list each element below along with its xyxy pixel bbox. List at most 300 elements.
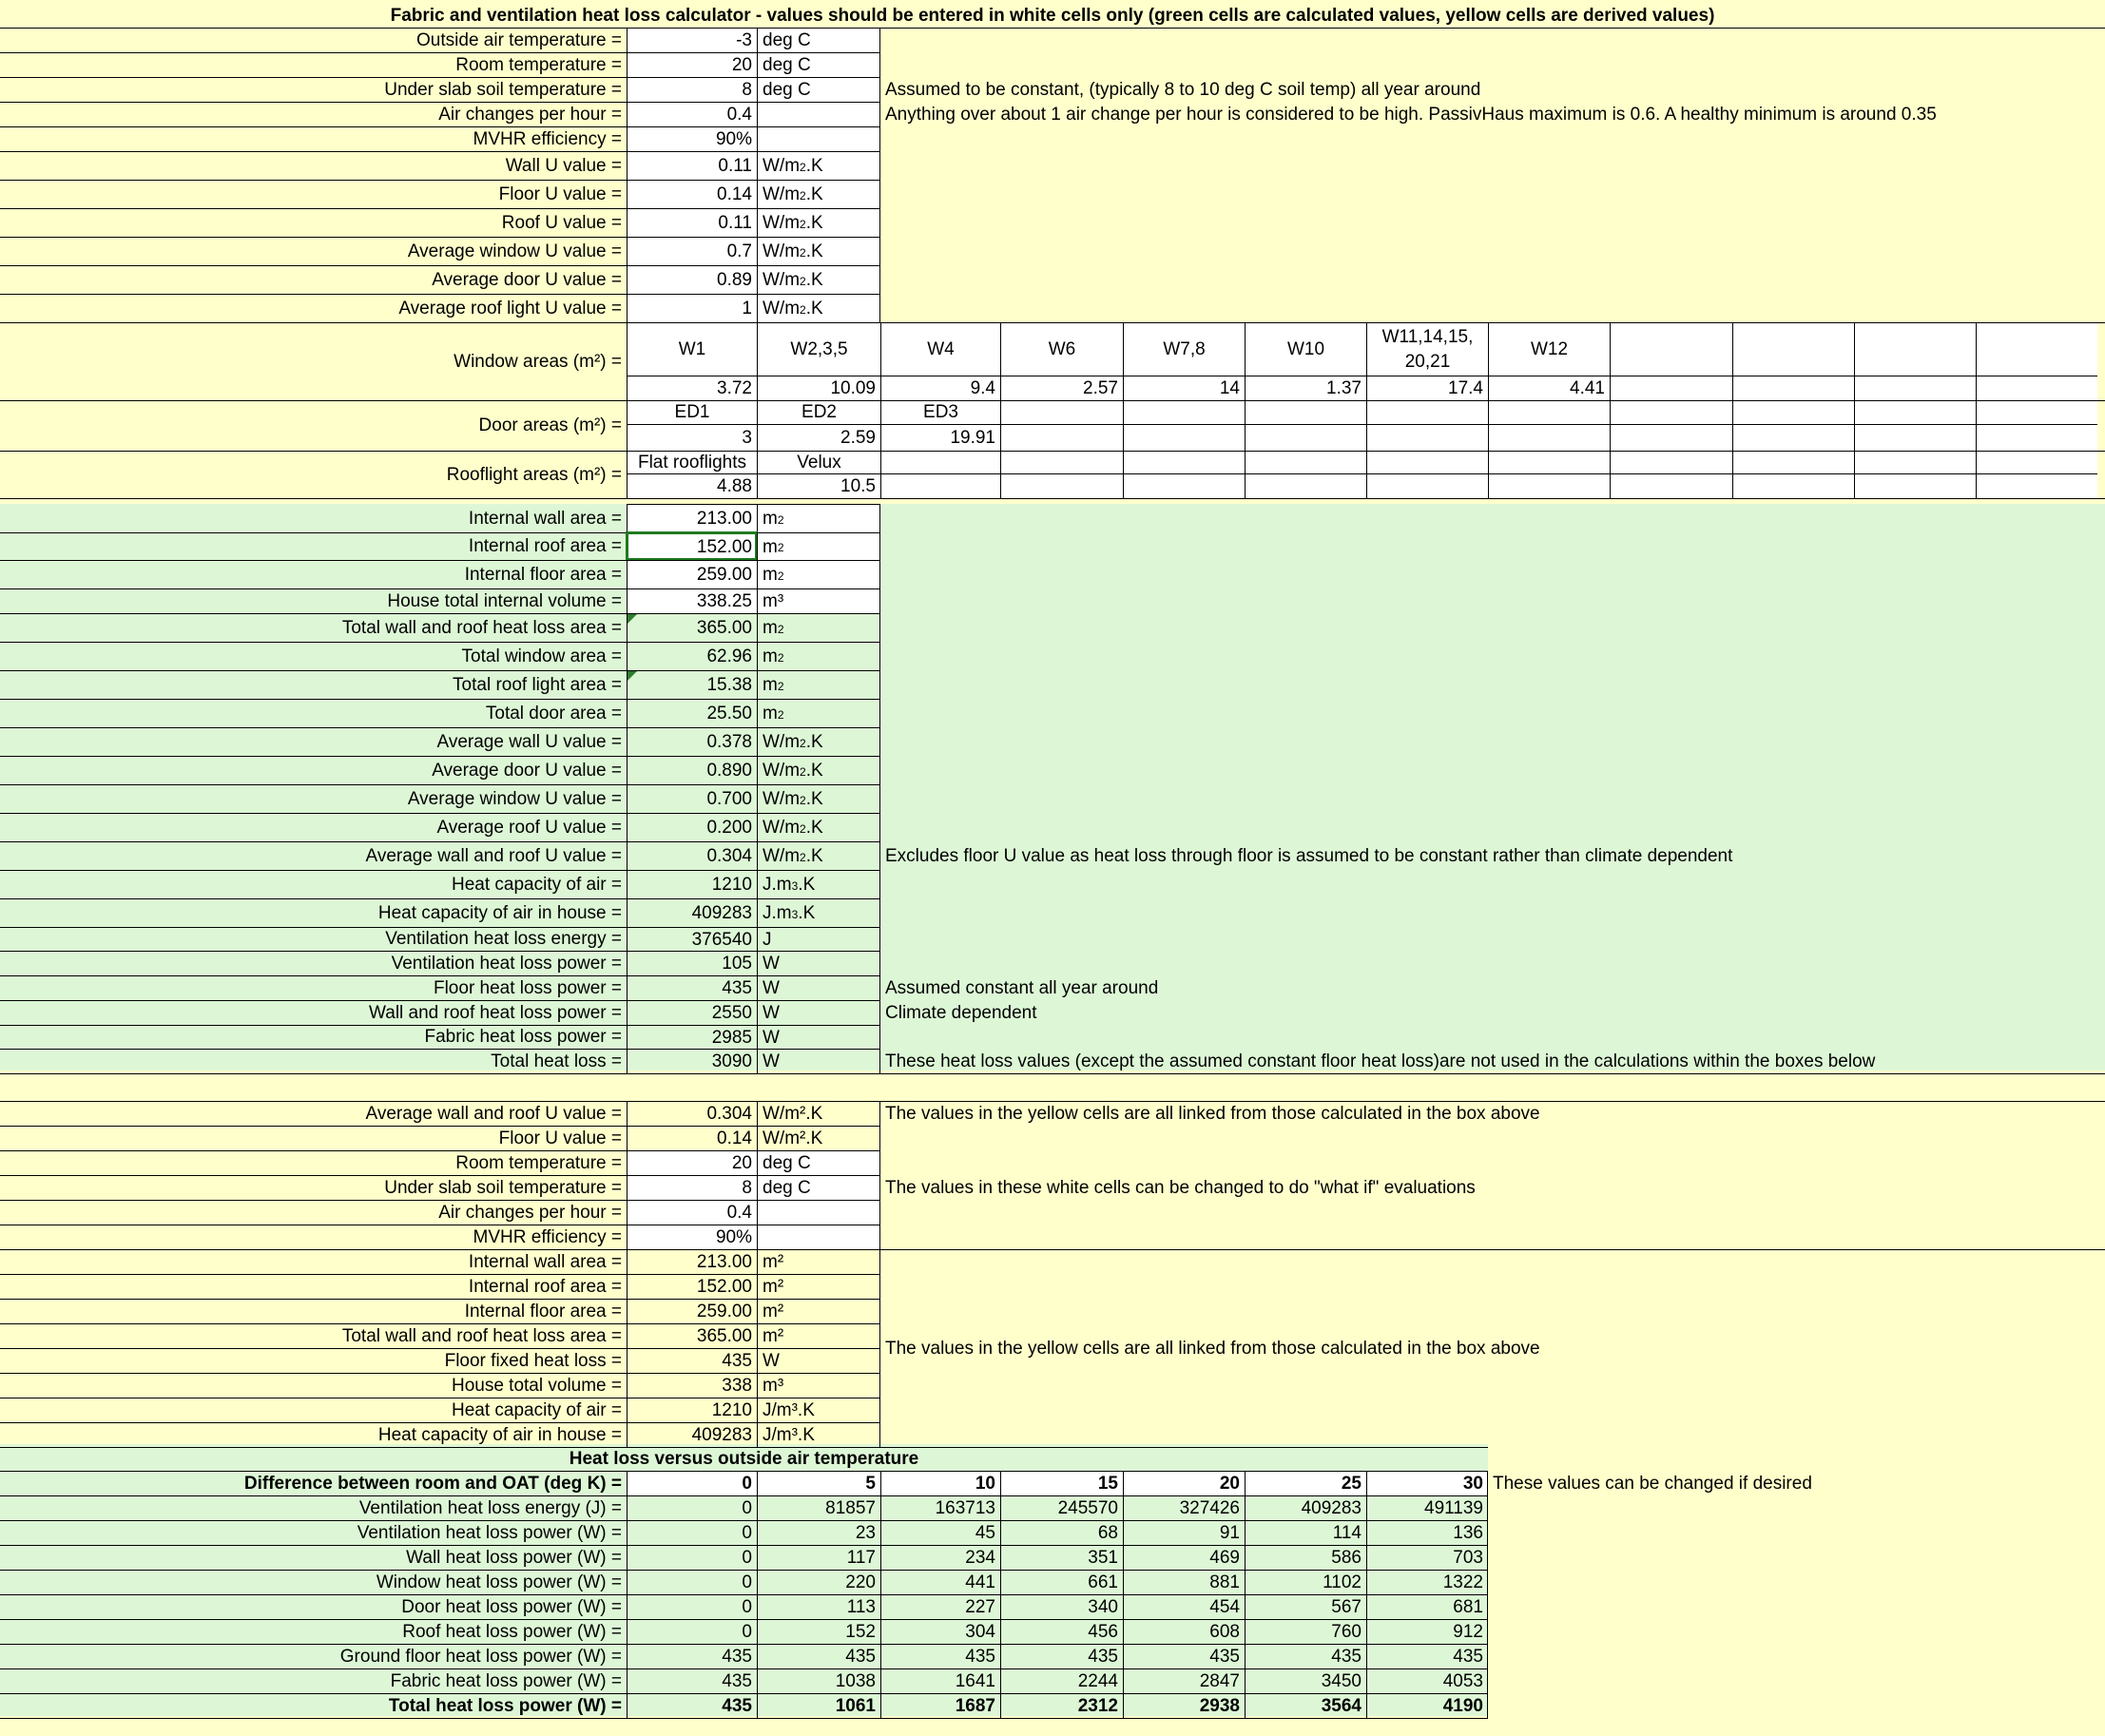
input-label bbox=[0, 102, 627, 126]
doors-name-cell[interactable] bbox=[757, 400, 880, 424]
empty-cell[interactable] bbox=[1000, 424, 1123, 451]
windows-value-cell[interactable] bbox=[1123, 376, 1245, 400]
cell-text: deg C bbox=[763, 55, 811, 75]
table-header-cell[interactable] bbox=[1123, 1471, 1245, 1495]
cell-text: W12 bbox=[1530, 338, 1569, 359]
cell-text: House total internal volume = bbox=[387, 590, 622, 611]
cell-text: MVHR efficiency = bbox=[473, 128, 622, 149]
windows-value-cell[interactable] bbox=[757, 376, 880, 400]
input-unit bbox=[757, 52, 880, 77]
cell-text: 4053 bbox=[1442, 1671, 1483, 1691]
cell-text: Average roof U value = bbox=[436, 817, 622, 838]
empty-cell[interactable] bbox=[1610, 424, 1732, 451]
whatif-value[interactable] bbox=[627, 1150, 757, 1175]
calc-unit: m $^2$ bbox=[757, 670, 880, 699]
cell-text: Fabric heat loss power = bbox=[424, 1027, 622, 1047]
cell-text: 327426 bbox=[1179, 1498, 1240, 1518]
calc-value bbox=[627, 756, 757, 784]
calc-note bbox=[880, 1000, 2097, 1025]
cell-text: W bbox=[763, 1351, 780, 1371]
calc-unit bbox=[757, 951, 880, 975]
table-row-cell bbox=[1366, 1545, 1488, 1570]
empty-cell[interactable] bbox=[1610, 451, 1732, 473]
cell-text: 435 bbox=[722, 1647, 752, 1667]
calc-value bbox=[627, 642, 757, 670]
empty-cell[interactable] bbox=[1366, 451, 1488, 473]
cell-text: 20 bbox=[1219, 1474, 1240, 1494]
empty-cell[interactable] bbox=[880, 451, 1000, 473]
empty-cell[interactable] bbox=[1732, 322, 1854, 376]
cell-text: 0 bbox=[742, 1597, 752, 1617]
empty-cell[interactable] bbox=[1732, 451, 1854, 473]
empty-cell[interactable] bbox=[1610, 473, 1732, 498]
empty-cell[interactable] bbox=[1245, 400, 1366, 424]
empty-cell[interactable] bbox=[1000, 400, 1123, 424]
windows-name-cell[interactable] bbox=[1488, 322, 1610, 376]
input-unit: W/m $^2$ .K bbox=[757, 237, 880, 265]
empty-cell[interactable] bbox=[1488, 400, 1610, 424]
whatif-value bbox=[627, 1299, 757, 1323]
unit-tail: .K bbox=[805, 299, 823, 318]
calc-unit bbox=[757, 975, 880, 1000]
cell-text: ED3 bbox=[923, 402, 958, 423]
cell-text: 227 bbox=[965, 1597, 995, 1617]
cell-text: Wall and roof heat loss power = bbox=[369, 1002, 622, 1023]
cell-text: 4190 bbox=[1442, 1696, 1483, 1716]
table-header-label bbox=[0, 1471, 627, 1495]
whatif-label bbox=[0, 1175, 627, 1200]
table-row-cell bbox=[880, 1619, 1000, 1644]
cell-text: 435 bbox=[965, 1647, 995, 1667]
cell-text: 0.14 bbox=[717, 1128, 752, 1148]
windows-name-cell[interactable] bbox=[627, 322, 757, 376]
table-header-cell[interactable] bbox=[1000, 1471, 1123, 1495]
cell-text: W bbox=[763, 1027, 780, 1048]
cell-text: 0.304 bbox=[706, 1104, 752, 1124]
grid-line bbox=[0, 1447, 1488, 1448]
cell-text: 213.00 bbox=[696, 1252, 752, 1272]
input-value[interactable] bbox=[627, 28, 757, 52]
empty-cell[interactable] bbox=[1366, 400, 1488, 424]
windows-name-cell[interactable] bbox=[880, 322, 1000, 376]
table-row-label bbox=[0, 1495, 627, 1520]
input-value[interactable] bbox=[627, 151, 757, 180]
area-value[interactable] bbox=[627, 560, 757, 588]
cell-text: J/m³.K bbox=[763, 1400, 815, 1420]
calc-unit bbox=[757, 1049, 880, 1073]
calc-unit: W/m $^2$ .K bbox=[757, 727, 880, 756]
input-unit bbox=[757, 77, 880, 102]
input-value[interactable] bbox=[627, 208, 757, 237]
cell-text: 81857 bbox=[825, 1498, 876, 1518]
empty-cell[interactable] bbox=[1123, 451, 1245, 473]
whatif-unit bbox=[757, 1249, 880, 1274]
unit-tail: .K bbox=[805, 156, 823, 176]
unit-tail: .K bbox=[805, 184, 823, 204]
cell-text: Outside air temperature = bbox=[416, 29, 622, 50]
cell-text: Door heat loss power (W) = bbox=[401, 1596, 622, 1617]
cell-text: Anything over about 1 air change per hour is considered to be high. PassivHaus maximum is 0.6. A healthy minimum is around 0.35 bbox=[885, 104, 1937, 125]
table-header-cell[interactable] bbox=[1245, 1471, 1366, 1495]
windows-value-cell[interactable] bbox=[1366, 376, 1488, 400]
input-value[interactable] bbox=[627, 237, 757, 265]
calc-value bbox=[627, 1049, 757, 1073]
table-row-cell bbox=[1245, 1495, 1366, 1520]
table-row-label bbox=[0, 1619, 627, 1644]
windows-name-cell[interactable] bbox=[1366, 322, 1488, 376]
calc-unit: W/m $^2$ .K bbox=[757, 756, 880, 784]
empty-cell[interactable] bbox=[1488, 451, 1610, 473]
table-row-cell bbox=[757, 1520, 880, 1545]
calc-value bbox=[627, 1025, 757, 1049]
calc-value bbox=[627, 670, 757, 699]
cell-text: Floor U value = bbox=[498, 183, 622, 204]
whatif-value[interactable] bbox=[627, 1175, 757, 1200]
input-unit: W/m $^2$ .K bbox=[757, 265, 880, 294]
table-row-cell bbox=[757, 1570, 880, 1594]
cell-text: deg C bbox=[763, 80, 811, 100]
calc-label bbox=[0, 975, 627, 1000]
cell-text: 435 bbox=[845, 1647, 876, 1667]
calc-label bbox=[0, 642, 627, 670]
area-value[interactable] bbox=[627, 588, 757, 613]
table-header-cell[interactable] bbox=[880, 1471, 1000, 1495]
cell-text: 0 bbox=[742, 1548, 752, 1568]
cell-text: 17.4 bbox=[1448, 378, 1483, 398]
table-row-cell bbox=[757, 1668, 880, 1693]
whatif-label bbox=[0, 1101, 627, 1126]
calc-label bbox=[0, 813, 627, 841]
cell-text: 9.4 bbox=[970, 378, 995, 398]
cell-text: 14 bbox=[1219, 378, 1240, 398]
table-row-cell bbox=[880, 1545, 1000, 1570]
empty-cell[interactable] bbox=[1976, 322, 2097, 376]
area-value[interactable] bbox=[627, 504, 757, 532]
windows-name-cell[interactable] bbox=[1245, 322, 1366, 376]
cell-text: Total heat loss power (W) = bbox=[388, 1695, 622, 1716]
cell-text: 2312 bbox=[1077, 1696, 1118, 1716]
cell-text: W/m bbox=[763, 213, 801, 233]
cell-text: 2550 bbox=[711, 1003, 752, 1023]
calc-unit: J.m $^3$ .K bbox=[757, 870, 880, 898]
cell-text: 105 bbox=[722, 954, 752, 974]
empty-cell[interactable] bbox=[1123, 400, 1245, 424]
input-value[interactable] bbox=[627, 180, 757, 208]
empty-cell[interactable] bbox=[1000, 473, 1123, 498]
empty-cell[interactable] bbox=[1366, 473, 1488, 498]
empty-cell[interactable] bbox=[1976, 400, 2097, 424]
table-row-cell bbox=[627, 1545, 757, 1570]
table-row-cell bbox=[1123, 1594, 1245, 1619]
cell-text: 340 bbox=[1088, 1597, 1118, 1617]
cell-text: 435 bbox=[722, 1351, 752, 1371]
calc-value bbox=[627, 699, 757, 727]
unit-tail: .K bbox=[805, 789, 823, 809]
doors-value-cell[interactable] bbox=[757, 424, 880, 451]
empty-cell[interactable] bbox=[1000, 451, 1123, 473]
input-value[interactable] bbox=[627, 265, 757, 294]
cell-text: 0.4 bbox=[726, 105, 752, 125]
cell-text: 376540 bbox=[691, 929, 752, 950]
calc-unit: W/m $^2$ .K bbox=[757, 813, 880, 841]
input-note bbox=[880, 102, 2097, 126]
cell-text: W/m².K bbox=[763, 1128, 823, 1148]
table-row-cell bbox=[1000, 1495, 1123, 1520]
input-value[interactable] bbox=[627, 77, 757, 102]
area-value[interactable] bbox=[627, 532, 757, 560]
empty-cell[interactable] bbox=[1854, 424, 1976, 451]
cell-text: Room temperature = bbox=[455, 1152, 622, 1173]
cell-text: W6 bbox=[1048, 338, 1076, 359]
cell-text: 469 bbox=[1209, 1548, 1240, 1568]
windows-value-cell[interactable] bbox=[880, 376, 1000, 400]
cell-text: 338 bbox=[722, 1376, 752, 1396]
whatif-label bbox=[0, 1249, 627, 1274]
table-header-cell[interactable] bbox=[627, 1471, 757, 1495]
table-row-label bbox=[0, 1594, 627, 1619]
table-header-note bbox=[1488, 1471, 2105, 1495]
whatif-value bbox=[627, 1274, 757, 1299]
whatif-label bbox=[0, 1422, 627, 1447]
input-value[interactable] bbox=[627, 126, 757, 151]
empty-cell[interactable] bbox=[1732, 376, 1854, 400]
empty-cell[interactable] bbox=[1854, 473, 1976, 498]
table-row-cell bbox=[1366, 1644, 1488, 1668]
cell-text: Door areas (m²) = bbox=[478, 415, 622, 435]
empty-cell[interactable] bbox=[1245, 451, 1366, 473]
cell-text: 454 bbox=[1209, 1597, 1240, 1617]
empty-cell[interactable] bbox=[1854, 376, 1976, 400]
table-row-cell bbox=[757, 1619, 880, 1644]
empty-cell[interactable] bbox=[1976, 424, 2097, 451]
calc-label bbox=[0, 756, 627, 784]
whatif-label bbox=[0, 1323, 627, 1348]
rooflights-value-cell[interactable] bbox=[757, 473, 880, 498]
rooflights-value-cell[interactable] bbox=[627, 473, 757, 498]
calc-note bbox=[880, 1049, 2097, 1073]
whatif-value[interactable] bbox=[627, 1200, 757, 1225]
input-value[interactable] bbox=[627, 294, 757, 322]
rooflights-name-cell[interactable] bbox=[627, 451, 757, 473]
whatif-note-linked bbox=[880, 1249, 2097, 1447]
doors-value-cell[interactable] bbox=[880, 424, 1000, 451]
cell-text: ED2 bbox=[801, 402, 837, 423]
empty-cell[interactable] bbox=[1488, 424, 1610, 451]
empty-cell[interactable] bbox=[1976, 451, 2097, 473]
cell-text: 2847 bbox=[1199, 1671, 1240, 1691]
cell-text: 338.25 bbox=[696, 591, 752, 611]
whatif-unit bbox=[757, 1274, 880, 1299]
cell-text: W bbox=[763, 1003, 780, 1023]
rooflights-name-cell[interactable] bbox=[757, 451, 880, 473]
whatif-label bbox=[0, 1398, 627, 1422]
input-value[interactable] bbox=[627, 102, 757, 126]
table-total-label bbox=[0, 1693, 627, 1718]
whatif-unit bbox=[757, 1101, 880, 1126]
cell-text: deg C bbox=[763, 30, 811, 50]
cell-text: W/m bbox=[763, 156, 801, 176]
cell-text: 0.200 bbox=[706, 818, 752, 838]
cell-text: 912 bbox=[1453, 1622, 1483, 1642]
windows-value-cell[interactable] bbox=[627, 376, 757, 400]
cell-text: W11,14,15, 20,21 bbox=[1381, 326, 1474, 372]
table-row-cell bbox=[627, 1594, 757, 1619]
table-row-cell bbox=[880, 1495, 1000, 1520]
input-value[interactable] bbox=[627, 52, 757, 77]
table-row-cell bbox=[1366, 1570, 1488, 1594]
cell-text: W bbox=[763, 954, 780, 974]
windows-value-cell[interactable] bbox=[1488, 376, 1610, 400]
empty-cell[interactable] bbox=[1854, 451, 1976, 473]
cell-text: The values in these white cells can be changed to do "what if" evaluations bbox=[885, 1177, 1476, 1198]
windows-value-cell[interactable] bbox=[1000, 376, 1123, 400]
cell-text: Average window U value = bbox=[407, 241, 622, 261]
cell-text: 20 bbox=[731, 1153, 752, 1173]
empty-cell[interactable] bbox=[1732, 400, 1854, 424]
table-row-cell bbox=[1366, 1668, 1488, 1693]
cell-text: 1687 bbox=[955, 1696, 995, 1716]
cell-text: 90% bbox=[715, 1227, 752, 1247]
cell-text: Internal floor area = bbox=[464, 1301, 622, 1321]
empty-cell[interactable] bbox=[1854, 322, 1976, 376]
empty-cell[interactable] bbox=[1245, 424, 1366, 451]
cell-text: The values in the yellow cells are all linked from those calculated in the box above bbox=[885, 1103, 1540, 1124]
input-label bbox=[0, 180, 627, 208]
cell-text: 3450 bbox=[1321, 1671, 1361, 1691]
whatif-label bbox=[0, 1373, 627, 1398]
cell-text: Excludes floor U value as heat loss through floor is assumed to be constant rather than climate dependent bbox=[885, 845, 1733, 866]
calc-value bbox=[627, 613, 757, 642]
cell-text: 365.00 bbox=[696, 618, 752, 638]
table-row-cell bbox=[1000, 1545, 1123, 1570]
whatif-unit bbox=[757, 1373, 880, 1398]
cell-text: 1038 bbox=[835, 1671, 876, 1691]
windows-name-cell[interactable] bbox=[1123, 322, 1245, 376]
empty-cell[interactable] bbox=[1488, 473, 1610, 498]
empty-cell[interactable] bbox=[880, 473, 1000, 498]
cell-text: Window heat loss power (W) = bbox=[376, 1572, 622, 1592]
cell-text: 441 bbox=[965, 1572, 995, 1592]
cell-text: 19.91 bbox=[950, 428, 995, 448]
input-label bbox=[0, 77, 627, 102]
cell-text: Internal roof area = bbox=[468, 1276, 622, 1297]
cell-text: These heat loss values (except the assumed constant floor heat loss)are not used in the calculations within the boxes below bbox=[885, 1051, 1876, 1071]
grid-line bbox=[0, 1073, 2105, 1074]
empty-cell[interactable] bbox=[1732, 424, 1854, 451]
cell-text: 213.00 bbox=[696, 509, 752, 529]
cell-text: 435 bbox=[722, 1696, 752, 1716]
doors-value-cell[interactable] bbox=[627, 424, 757, 451]
table-row-cell bbox=[880, 1644, 1000, 1668]
table-row-cell bbox=[1123, 1545, 1245, 1570]
cell-text: 3 bbox=[742, 428, 752, 448]
table-header-cell[interactable] bbox=[757, 1471, 880, 1495]
cell-text: 0.700 bbox=[706, 789, 752, 809]
cell-text: Heat capacity of air in house = bbox=[377, 902, 622, 923]
table-row-cell bbox=[1245, 1570, 1366, 1594]
cell-text: ED1 bbox=[674, 402, 710, 423]
calc-unit: J.m $^3$ .K bbox=[757, 898, 880, 927]
empty-cell[interactable] bbox=[1123, 473, 1245, 498]
table-row-cell bbox=[627, 1570, 757, 1594]
table-row-cell bbox=[627, 1619, 757, 1644]
cell-text: Assumed to be constant, (typically 8 to 10 deg C soil temp) all year around bbox=[885, 79, 1481, 100]
table-row-cell bbox=[1000, 1619, 1123, 1644]
cell-text: 0.11 bbox=[718, 213, 752, 233]
calc-unit: W/m $^2$ .K bbox=[757, 784, 880, 813]
empty-cell[interactable] bbox=[1854, 400, 1976, 424]
empty-cell[interactable] bbox=[1732, 473, 1854, 498]
table-total-cell bbox=[1366, 1693, 1488, 1718]
cell-text: Average door U value = bbox=[432, 760, 622, 781]
cell-text: 15 bbox=[1097, 1474, 1118, 1494]
grid-line bbox=[880, 1249, 2105, 1250]
cell-text: 2.59 bbox=[840, 428, 876, 448]
empty-cell[interactable] bbox=[1976, 473, 2097, 498]
cell-text: m bbox=[763, 704, 778, 723]
calc-unit bbox=[757, 927, 880, 951]
table-total-cell bbox=[757, 1693, 880, 1718]
empty-cell[interactable] bbox=[1610, 400, 1732, 424]
rooflights-label bbox=[0, 451, 627, 498]
cell-text: W/m bbox=[763, 270, 801, 290]
table-row-cell bbox=[1366, 1495, 1488, 1520]
whatif-label bbox=[0, 1299, 627, 1323]
cell-text: 0 bbox=[742, 1572, 752, 1592]
cell-text: Floor U value = bbox=[498, 1128, 622, 1148]
cell-text: m² bbox=[763, 1252, 784, 1272]
windows-name-cell[interactable] bbox=[757, 322, 880, 376]
cell-text: 351 bbox=[1088, 1548, 1118, 1568]
cell-text: Velux bbox=[797, 452, 841, 473]
cell-text: 304 bbox=[965, 1622, 995, 1642]
cell-text: Heat capacity of air = bbox=[451, 1399, 622, 1420]
empty-cell[interactable] bbox=[1366, 424, 1488, 451]
cell-text: 117 bbox=[846, 1548, 876, 1568]
cell-text: Wall heat loss power (W) = bbox=[406, 1547, 622, 1568]
empty-cell[interactable] bbox=[1245, 473, 1366, 498]
whatif-label bbox=[0, 1274, 627, 1299]
cell-text: 25 bbox=[1341, 1474, 1361, 1494]
cell-text: Total heat loss = bbox=[491, 1051, 622, 1071]
whatif-value[interactable] bbox=[627, 1225, 757, 1249]
windows-name-cell[interactable] bbox=[1000, 322, 1123, 376]
doors-name-cell[interactable] bbox=[880, 400, 1000, 424]
doors-name-cell[interactable] bbox=[627, 400, 757, 424]
table-header-cell[interactable] bbox=[1366, 1471, 1488, 1495]
empty-cell[interactable] bbox=[1976, 376, 2097, 400]
whatif-unit bbox=[757, 1422, 880, 1447]
empty-cell[interactable] bbox=[1610, 376, 1732, 400]
cell-text: m bbox=[763, 565, 778, 585]
whatif-label bbox=[0, 1200, 627, 1225]
table-row-cell bbox=[1123, 1520, 1245, 1545]
table-row-cell bbox=[1366, 1594, 1488, 1619]
empty-cell[interactable] bbox=[1610, 322, 1732, 376]
empty-cell[interactable] bbox=[1123, 424, 1245, 451]
cell-text: 567 bbox=[1331, 1597, 1361, 1617]
input-label bbox=[0, 28, 627, 52]
unit-tail: .K bbox=[805, 270, 823, 290]
sheet-title bbox=[0, 3, 2105, 28]
table-row-cell bbox=[1245, 1619, 1366, 1644]
table-row-cell bbox=[1000, 1570, 1123, 1594]
windows-value-cell[interactable] bbox=[1245, 376, 1366, 400]
cell-text: Heat capacity of air = bbox=[451, 874, 622, 895]
cell-text: m² bbox=[763, 1277, 784, 1297]
cell-text: Ventilation heat loss energy (J) = bbox=[358, 1497, 622, 1518]
calc-value bbox=[627, 870, 757, 898]
